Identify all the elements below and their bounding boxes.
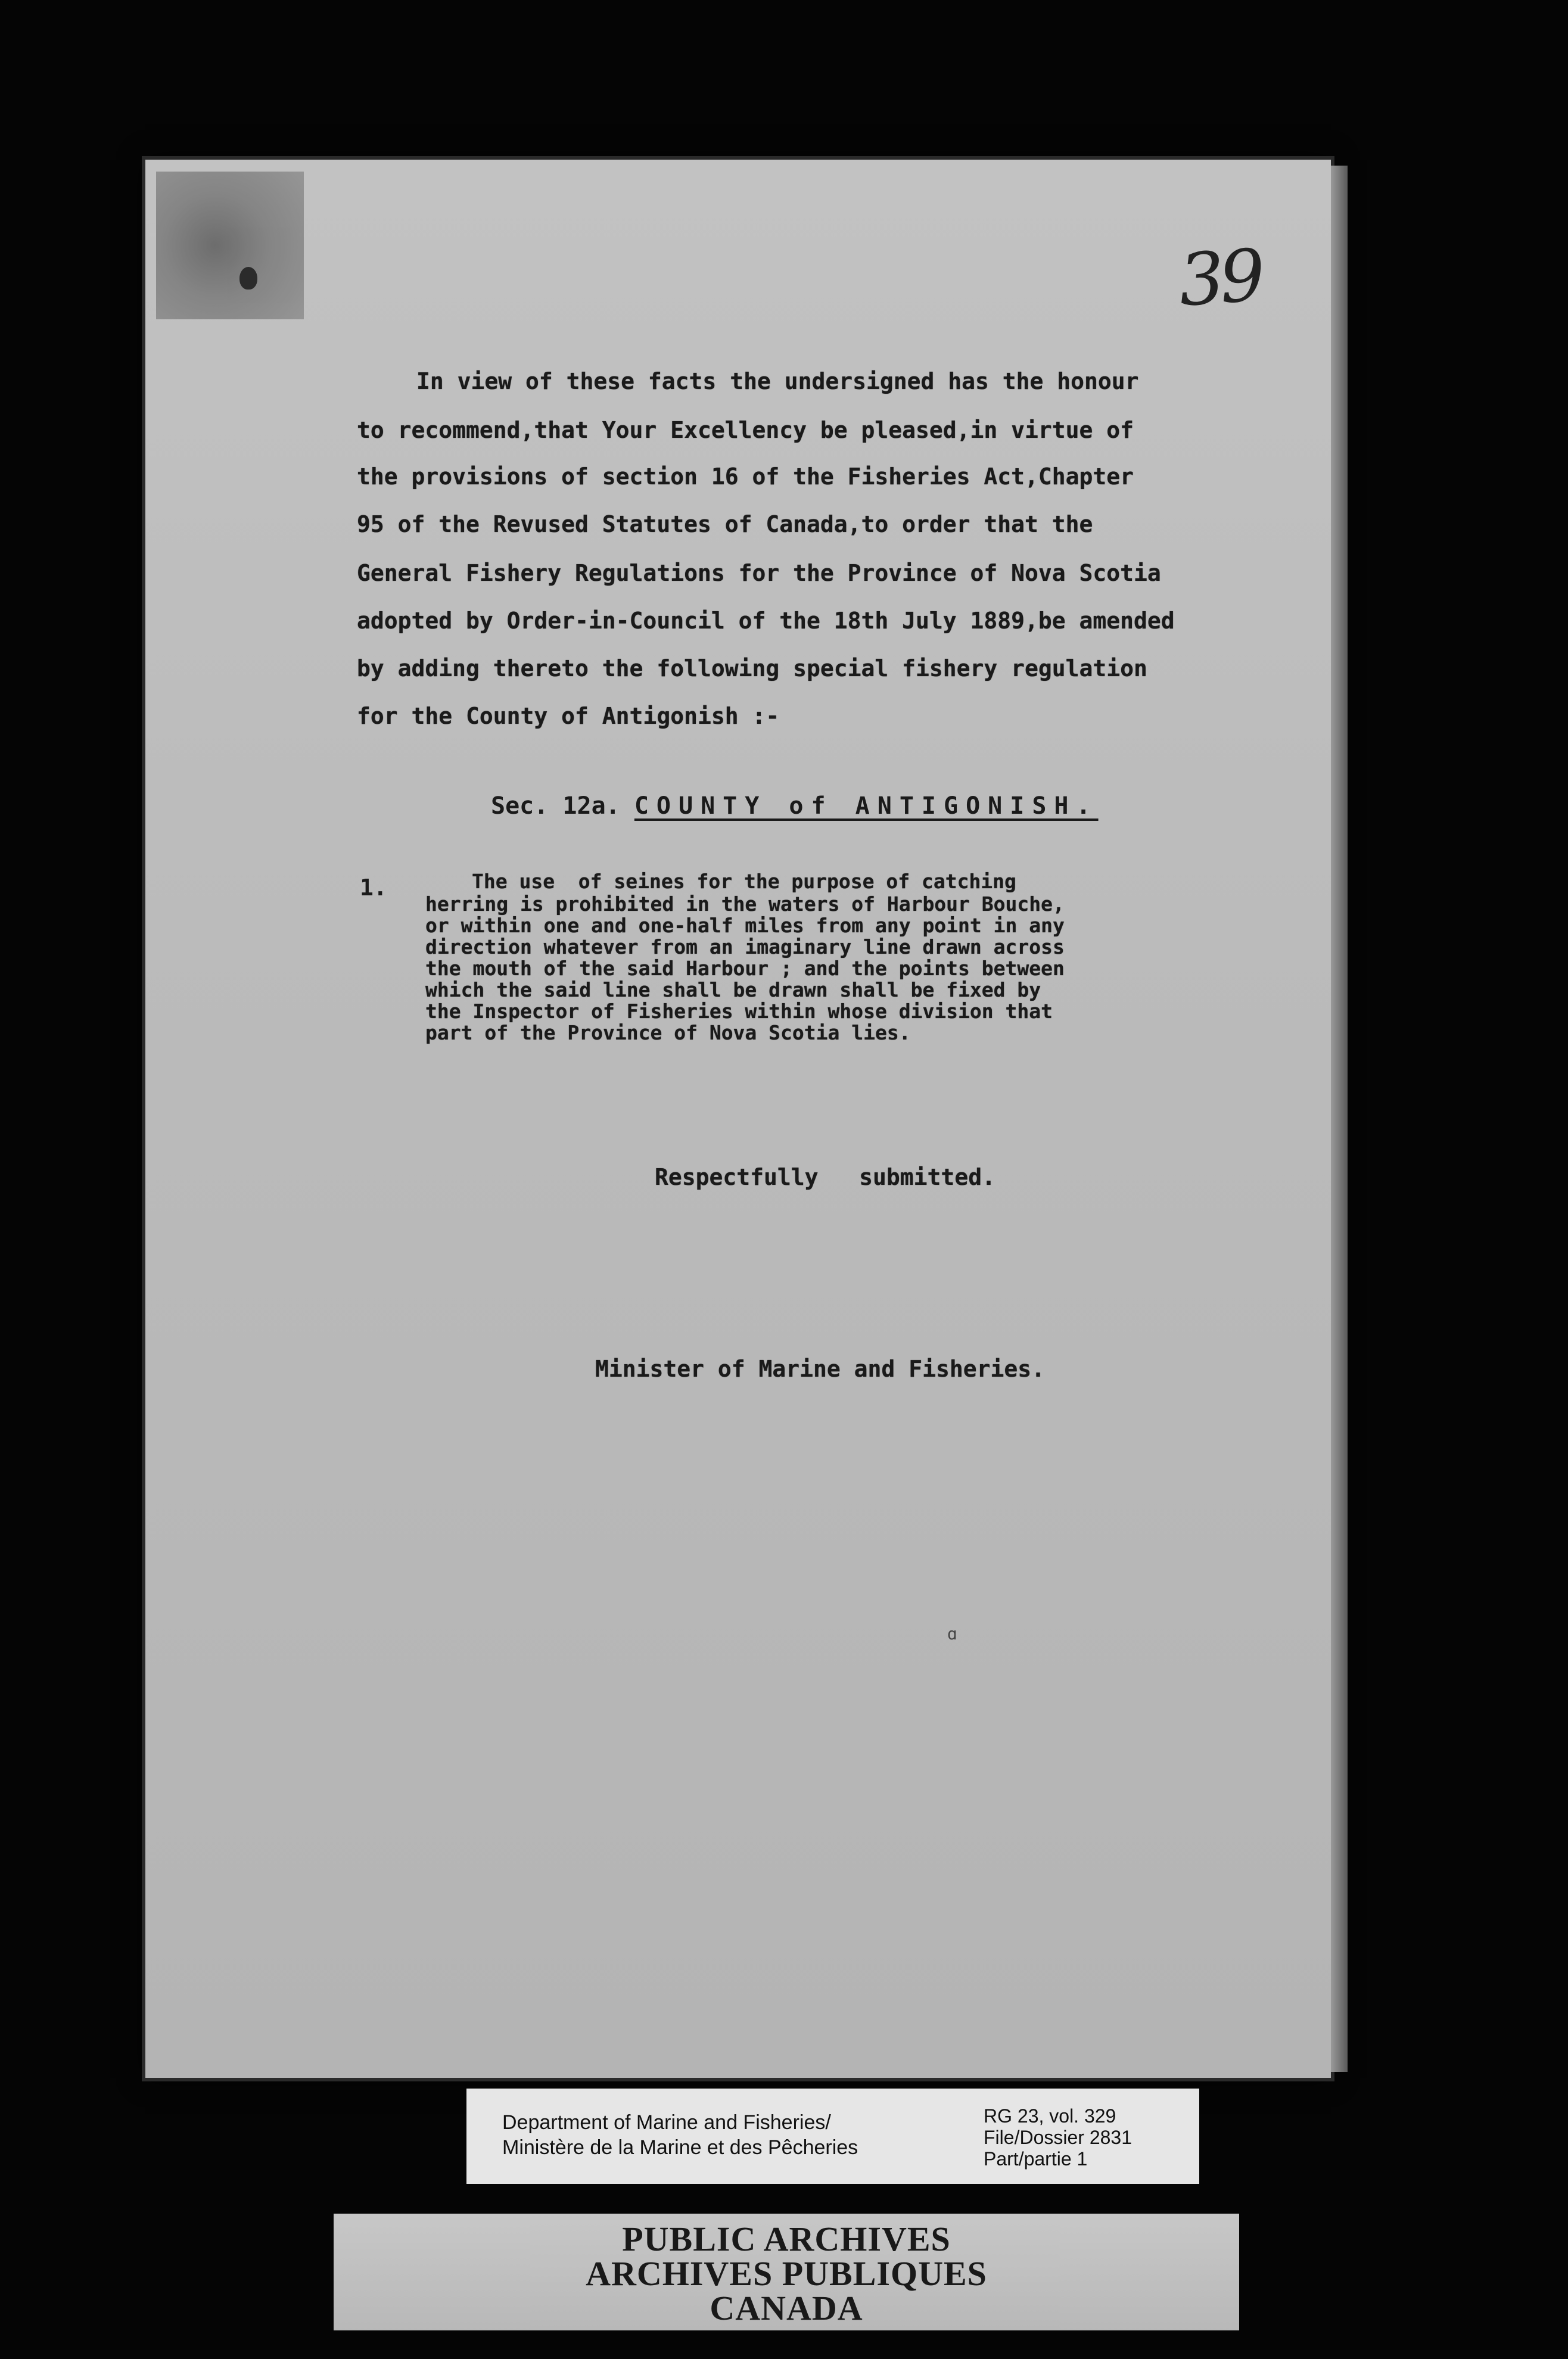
stamp-line: ARCHIVES PUBLIQUES bbox=[586, 2254, 987, 2293]
regulation-line: the Inspector of Fisheries within whose division that bbox=[425, 1000, 1053, 1023]
regulation-line: or within one and one-half miles from any point in any bbox=[425, 914, 1065, 937]
punch-hole bbox=[239, 267, 257, 290]
intro-line: to recommend,that Your Excellency be pleased,in virtue of bbox=[357, 417, 1134, 443]
regulation-number: 1. bbox=[360, 874, 387, 901]
section-heading bbox=[491, 792, 1099, 820]
document-page bbox=[145, 160, 1331, 2078]
regulation-line: which the said line shall be drawn shall be fixed by bbox=[425, 978, 1041, 1001]
archive-label bbox=[466, 2089, 1199, 2184]
archive-stamp bbox=[334, 2214, 1239, 2330]
pencil-mark: ɑ bbox=[947, 1624, 957, 1644]
regulation-line: The use of seines for the purpose of catching bbox=[472, 870, 1016, 893]
file-number: File/Dossier 2831 bbox=[984, 2127, 1132, 2148]
archive-reference bbox=[984, 2105, 1132, 2170]
signatory: Minister of Marine and Fisheries. bbox=[595, 1356, 1045, 1382]
archive-department bbox=[502, 2110, 858, 2160]
section-number: Sec. 12a. bbox=[491, 792, 620, 820]
department-name-fr: Ministère de la Marine et des Pêcheries bbox=[502, 2136, 858, 2159]
intro-line: General Fishery Regulations for the Province of Nova Scotia bbox=[357, 560, 1161, 586]
corner-stain bbox=[156, 172, 304, 319]
intro-line: the provisions of section 16 of the Fisheries Act,Chapter bbox=[357, 463, 1134, 490]
regulation-line: part of the Province of Nova Scotia lies. bbox=[425, 1021, 911, 1044]
record-group: RG 23, vol. 329 bbox=[984, 2105, 1116, 2127]
intro-line: for the County of Antigonish :- bbox=[357, 703, 780, 729]
intro-line: In view of these facts the undersigned has the honour bbox=[416, 368, 1139, 394]
handwritten-page-number: 39 bbox=[1176, 234, 1264, 323]
closing-text: Respectfully submitted. bbox=[655, 1164, 995, 1190]
stamp-line: PUBLIC ARCHIVES bbox=[622, 2220, 951, 2258]
regulation-line: herring is prohibited in the waters of Harbour Bouche, bbox=[425, 892, 1065, 916]
regulation-line: direction whatever from an imaginary line drawn across bbox=[425, 935, 1065, 958]
intro-line: adopted by Order-in-Council of the 18th July 1889,be amended bbox=[357, 608, 1175, 634]
department-name-en: Department of Marine and Fisheries/ bbox=[502, 2111, 831, 2134]
stamp-line: CANADA bbox=[710, 2289, 863, 2327]
intro-line: 95 of the Revused Statutes of Canada,to order that the bbox=[357, 511, 1093, 537]
intro-line: by adding thereto the following special fishery regulation bbox=[357, 655, 1147, 681]
page-edge bbox=[1331, 166, 1348, 2072]
regulation-line: the mouth of the said Harbour ; and the points between bbox=[425, 957, 1065, 980]
section-title: COUNTY of ANTIGONISH. bbox=[634, 792, 1099, 820]
part-number: Part/partie 1 bbox=[984, 2148, 1088, 2170]
